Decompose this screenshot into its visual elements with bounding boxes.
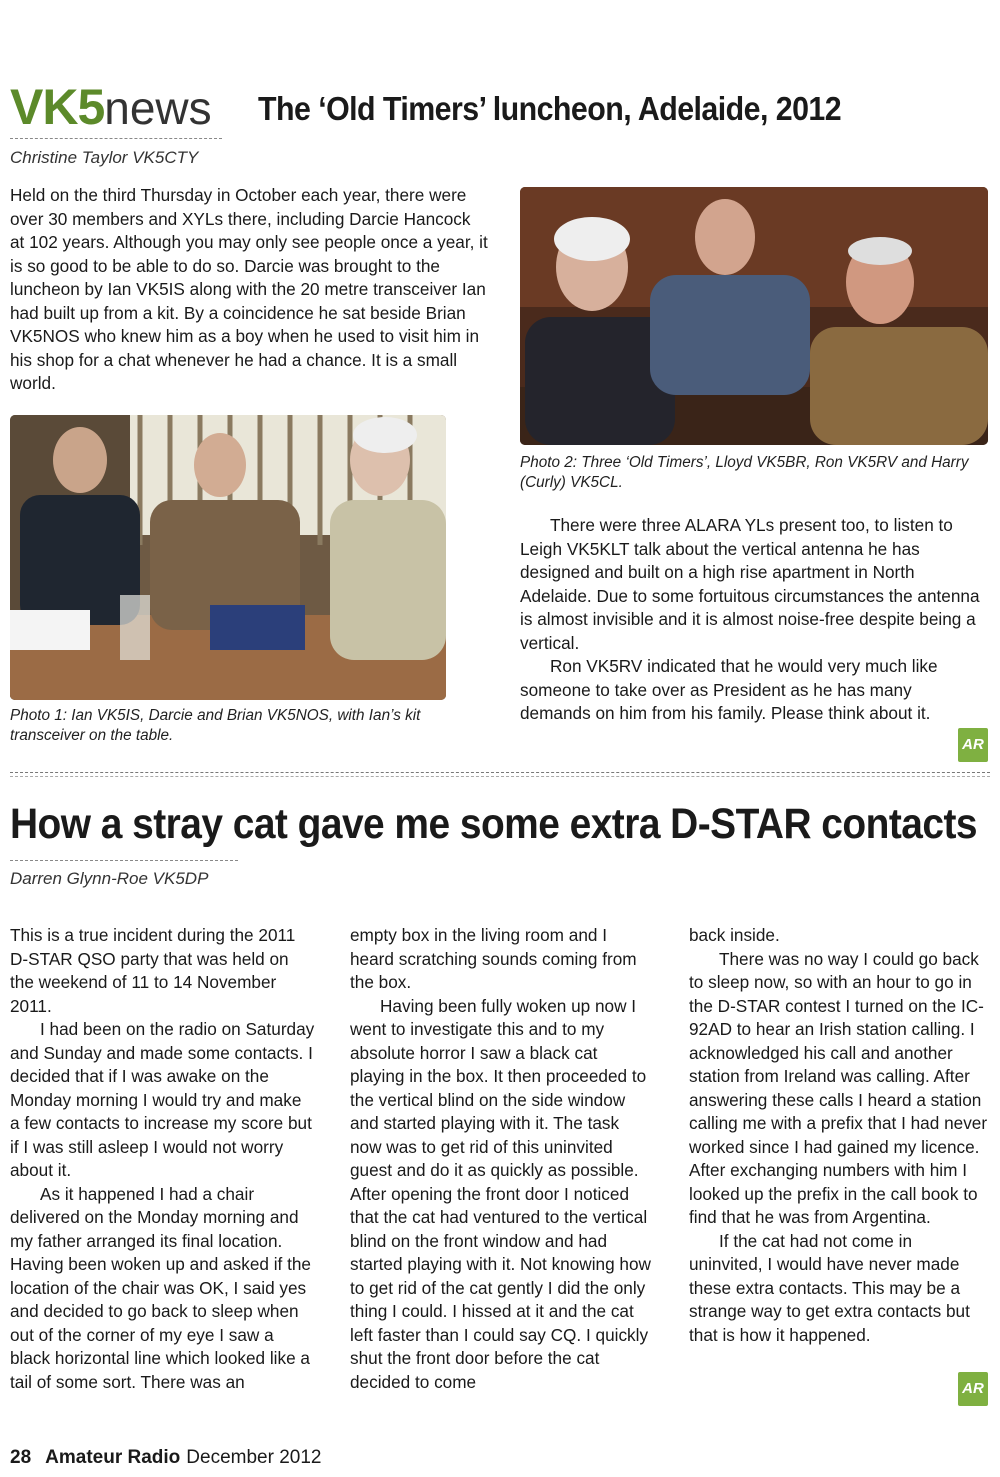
photo-1 xyxy=(10,415,446,700)
article2-column-1 xyxy=(10,924,315,1394)
ar-logo-icon-2: AR xyxy=(958,1372,988,1406)
article2-column-2-content xyxy=(350,924,655,1394)
article2-column-3 xyxy=(689,924,989,1347)
article2-author: Darren Glynn-Roe VK5DP xyxy=(10,869,209,888)
article2-para-2: I had been on the radio on Saturday and Sunday and made some contacts. I decided that if I was awake on the Monday morning I would try and make a few contacts to increase my score but if I was still asleep I would not worry about it. xyxy=(10,1019,315,1180)
article1-para2: There were three ALARA YLs present too, to listen to Leigh VK5KLT talk about the vertical antenna he has designed and built on a high rise apartment in North Adelaide. Due to some fortuitous circumstances the antenna is almost invisible and it is almost noise-free despite being a vertical. xyxy=(520,515,980,653)
article2-para-1: This is a true incident during the 2011 D-STAR QSO party that was held on the weekend of 11 to 14 November 2011. xyxy=(10,925,296,1016)
article2-para-4-continued: back inside. xyxy=(689,925,780,945)
article2-para-3-text: As it happened I had a chair delivered on the Monday morning and my father arranged its final location. Having been woken up and asked if the location of the chair was OK, I said yes and decided to go back to sleep when out of the corner of my eye I saw a black horizontal line which looked like a tail of some sort. There was an xyxy=(10,1183,311,1392)
article2-title: How a stray cat gave me some extra D-STAR contacts xyxy=(10,800,977,848)
section-divider-2 xyxy=(10,776,990,777)
ar-logo-icon: AR xyxy=(958,728,988,762)
article2-para-6: If the cat had not come in uninvited, I would have never made these extra contacts. This may be a strange way to get extra contacts but that is how it happened. xyxy=(689,1230,970,1345)
article1-para3: Ron VK5RV indicated that he would very much like someone to take over as President as he has many demands on him from his family. Please think about it. xyxy=(520,656,938,723)
section-tag xyxy=(10,78,212,138)
photo-1-image xyxy=(10,415,446,700)
title-rule-2 xyxy=(10,860,238,861)
article1-title: The ‘Old Timers’ luncheon, Adelaide, 2012 xyxy=(258,90,842,127)
section-tag-bold: VK5 xyxy=(10,79,105,135)
section-tag-light: news xyxy=(104,82,212,134)
article2-para-5: There was no way I could go back to sleep now, so with an hour to go in the D-STAR contest I turned on the IC-92AD to hear an Irish station calling. I acknowledged his call and another station from Ireland was calling. After answering these calls I heard a station calling me with a prefix that I had never worked since I had gained my licence. After exchanging numbers with him I looked up the prefix in the call book to find that he was from Argentina. xyxy=(689,948,988,1227)
publication-name: Amateur Radio xyxy=(45,1447,181,1468)
photo-1-caption: Photo 1: Ian VK5IS, Darcie and Brian VK5NOS, with Ian’s kit transceiver on the table. xyxy=(10,707,421,744)
article1-intro: Held on the third Thursday in October each year, there were over 30 members and XYLs there, including Darcie Hancock at 102 years. Although you may only see people once a year, it is so good to be able to do so. Darcie was brought to the luncheon by Ian VK5IS along with the 20 metre transceiver Ian had built up from a kit. By a coincidence he sat beside Brian VK5NOS who knew him as a boy when he used to visit him in his shop for a chat whenever he had a chance. It is a small world. xyxy=(10,185,488,393)
title-rule xyxy=(10,138,222,139)
article2-col2-lead xyxy=(350,924,655,995)
photo-2-image xyxy=(520,187,988,445)
article2-para-3 xyxy=(10,1183,315,1395)
photo-2-caption: Photo 2: Three ‘Old Timers’, Lloyd VK5BR, Ron VK5RV and Harry (Curly) VK5CL. xyxy=(520,454,969,491)
article2-para-4: Having been fully woken up now I went to investigate this and to my absolute horror I saw a black cat playing in the box. It then proceeded to the vertical blind on the side window and started playing with it. The task now was to get rid of this uninvited guest and do it as quickly as possible. After opening the front door I noticed that the cat had ventured to the vertical blind on the front window and had started playing with it. Not knowing how to get rid of the cat gently I did the only thing I could. I hissed at it and the cat left faster than I could say CQ. I quickly shut the front door before the cat decided to come xyxy=(350,995,651,1392)
issue-date: December 2012 xyxy=(186,1447,322,1468)
article1-author: Christine Taylor VK5CTY xyxy=(10,148,199,167)
page-number: 28 xyxy=(10,1447,32,1468)
section-divider xyxy=(10,772,990,773)
photo-2 xyxy=(520,187,988,445)
article2-col2-lead-text: empty box in the living room and I heard scratching sounds coming from the box. xyxy=(350,925,637,992)
page-footer xyxy=(10,1447,321,1469)
